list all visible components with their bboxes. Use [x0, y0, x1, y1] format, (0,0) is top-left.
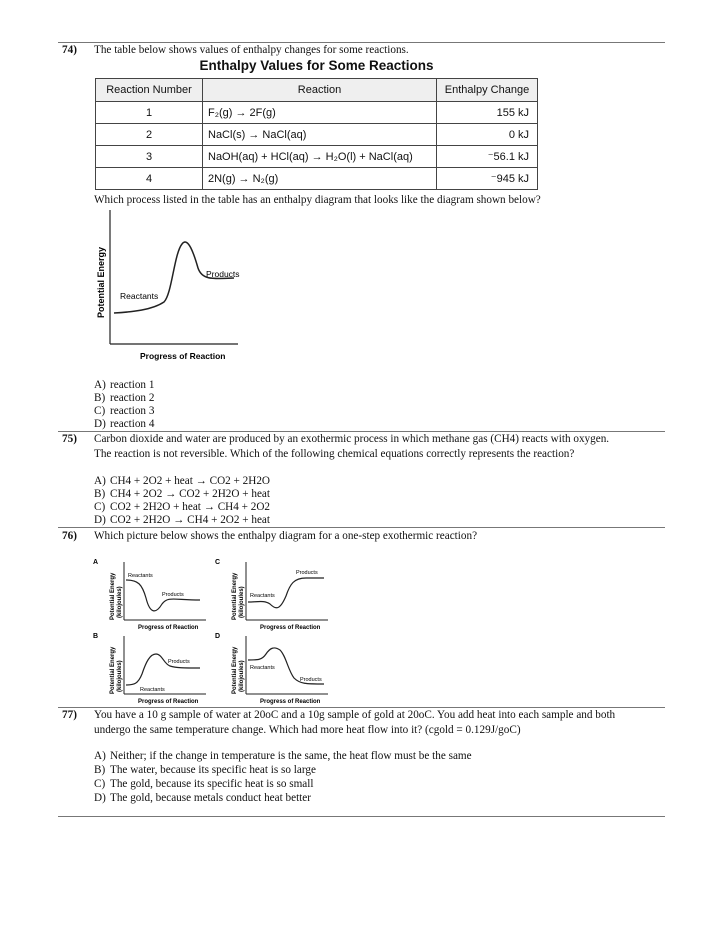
axis-label-x: Progress of Reaction	[140, 351, 226, 361]
question-text: The table below shows values of enthalpy changes for some reactions.	[94, 44, 409, 56]
axis-label-x: Progress of Reaction	[138, 625, 199, 631]
question-text: Carbon dioxide and water are produced by an exothermic process in which methane gas (CH4) reacts with oxygen.	[94, 433, 610, 445]
choice-text: reaction 2	[110, 392, 155, 404]
axis-label-y: Potential Energy	[232, 646, 238, 694]
choice-text: The water, because its specific heat is so large	[110, 764, 316, 776]
diagram-option-b[interactable]	[92, 630, 210, 708]
choice-letter: D)	[94, 514, 106, 526]
axis-label-x: Progress of Reaction	[260, 699, 321, 705]
axis-label-y-units: (kilojoules)	[239, 586, 245, 618]
choice-text: CO2 + 2H2O → CH4 + 2O2 + heat	[110, 514, 271, 526]
answer-choice[interactable]	[94, 750, 472, 763]
diagram-option-c[interactable]	[214, 556, 332, 634]
table-cell: 2	[96, 124, 203, 146]
enthalpy-table	[95, 78, 538, 190]
choice-letter: B)	[94, 488, 106, 500]
table-row	[96, 102, 538, 124]
table-cell: 1	[96, 102, 203, 124]
choice-letter: A)	[94, 475, 106, 487]
question-number: 74)	[62, 44, 77, 56]
reactants-label: Reactants	[120, 291, 159, 301]
choice-text: CH4 + 2O2 + heat → CO2 + 2H2O	[110, 475, 271, 487]
axis-label-x: Progress of Reaction	[138, 699, 199, 705]
table-header: Reaction	[203, 79, 437, 102]
answer-choice[interactable]	[94, 418, 154, 431]
table-cell: 4	[96, 168, 203, 190]
choice-text: The gold, because metals conduct heat better	[110, 792, 311, 804]
question-number: 77)	[62, 709, 77, 721]
table-cell: NaCl(s) → NaCl(aq)	[203, 124, 437, 146]
answer-choice[interactable]	[94, 405, 154, 418]
panel-label: C	[215, 559, 221, 566]
table-cell: ⁻56.1 kJ	[437, 146, 538, 168]
table-row	[96, 146, 538, 168]
question-text: The reaction is not reversible. Which of the following chemical equations correctly represents the reaction?	[94, 448, 575, 460]
choice-letter: D)	[94, 418, 106, 430]
choice-text: Neither; if the change in temperature is the same, the heat flow must be the same	[110, 750, 472, 762]
choice-letter: D)	[94, 792, 106, 804]
panel-label: B	[93, 633, 99, 640]
axis-label-y: Potential Energy	[110, 646, 116, 694]
table-row	[96, 168, 538, 190]
products-label: Products	[168, 659, 190, 665]
axis-label-x: Progress of Reaction	[260, 625, 321, 631]
answer-choice[interactable]	[94, 379, 154, 392]
table-cell: 0 kJ	[437, 124, 538, 146]
axis-label-y-units: (kilojoules)	[239, 660, 245, 692]
table-cell: NaOH(aq) + HCl(aq) → H₂O(l) + NaCl(aq)	[203, 146, 437, 168]
choice-letter: B)	[94, 392, 106, 404]
question-text: You have a 10 g sample of water at 20oC and a 10g sample of gold at 20oC. You add heat into each sample and both	[94, 709, 616, 721]
answer-choice[interactable]	[94, 514, 270, 527]
question-text: Which process listed in the table has an enthalpy diagram that looks like the diagram shown below?	[94, 194, 541, 206]
choice-text: The gold, because its specific heat is so small	[110, 778, 314, 790]
products-label: Products	[162, 592, 184, 598]
table-cell: ⁻945 kJ	[437, 168, 538, 190]
choice-text: CO2 + 2H2O + heat → CH4 + 2O2	[110, 501, 271, 513]
answer-choice[interactable]	[94, 778, 314, 791]
table-cell: F₂(g) → 2F(g)	[203, 102, 437, 124]
choice-letter: C)	[94, 501, 106, 513]
table-cell: 3	[96, 146, 203, 168]
answer-choice[interactable]	[94, 501, 270, 514]
choice-letter: C)	[94, 778, 106, 790]
answer-choice[interactable]	[94, 488, 270, 501]
reactants-label: Reactants	[250, 665, 275, 671]
answer-choice[interactable]	[94, 792, 311, 805]
question-text: undergo the same temperature change. Which had more heat flow into it? (cgold = 0.129J/goC)	[94, 724, 521, 736]
table-cell: 2N(g) → N₂(g)	[203, 168, 437, 190]
reactants-label: Reactants	[128, 573, 153, 579]
products-label: Products	[296, 570, 318, 576]
axis-label-y-units: (kilojoules)	[117, 660, 123, 692]
axis-label-y: Potential Energy	[110, 572, 116, 620]
question-text: Which picture below shows the enthalpy diagram for a one-step exothermic reaction?	[94, 530, 478, 542]
choice-letter: A)	[94, 750, 106, 762]
panel-label: D	[215, 633, 221, 640]
diagram-option-d[interactable]	[214, 630, 332, 708]
question-number: 76)	[62, 530, 77, 542]
reactants-label: Reactants	[140, 687, 165, 693]
choice-text: reaction 3	[110, 405, 155, 417]
question-divider	[58, 816, 665, 817]
choice-letter: C)	[94, 405, 106, 417]
reactants-label: Reactants	[250, 593, 275, 599]
choice-letter: B)	[94, 764, 106, 776]
panel-label: A	[93, 559, 99, 566]
axis-label-y: Potential Energy	[96, 246, 106, 318]
choice-text: CH4 + 2O2 → CO2 + 2H2O + heat	[110, 488, 271, 500]
diagram-option-a[interactable]	[92, 556, 210, 634]
answer-choice[interactable]	[94, 392, 154, 405]
energy-diagram	[92, 206, 252, 366]
answer-choice[interactable]	[94, 764, 316, 777]
choice-text: reaction 1	[110, 379, 155, 391]
table-row	[96, 124, 538, 146]
table-header: Reaction Number	[96, 79, 203, 102]
table-header-row	[96, 79, 538, 102]
choice-letter: A)	[94, 379, 106, 391]
axis-label-y-units: (kilojoules)	[117, 586, 123, 618]
products-label: Products	[300, 677, 322, 683]
table-title: Enthalpy Values for Some Reactions	[199, 58, 434, 73]
axis-label-y: Potential Energy	[232, 572, 238, 620]
question-number: 75)	[62, 433, 77, 445]
table-header: Enthalpy Change	[437, 79, 538, 102]
answer-choice[interactable]	[94, 475, 270, 488]
products-label: Products	[206, 269, 240, 279]
question-divider	[58, 527, 665, 528]
table-cell: 155 kJ	[437, 102, 538, 124]
choice-text: reaction 4	[110, 418, 155, 430]
